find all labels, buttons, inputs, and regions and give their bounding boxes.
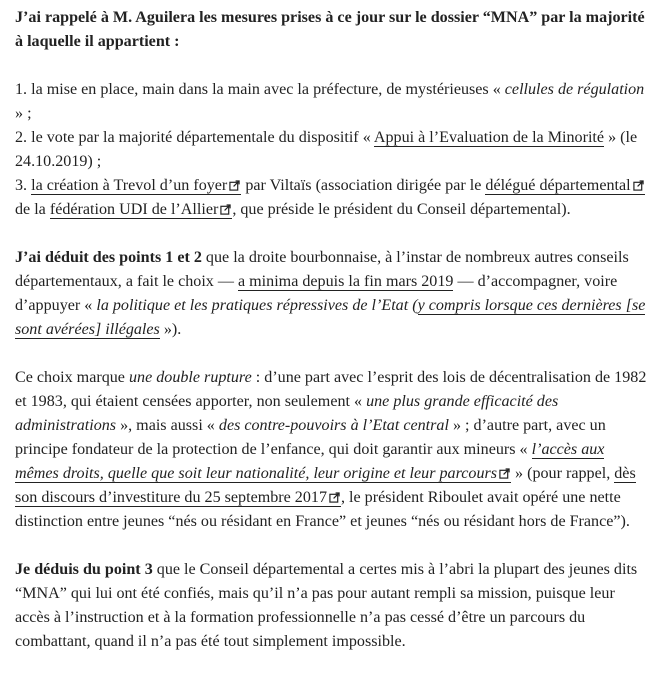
paragraph-intro [15,6,647,54]
item3-text-b: par Viltaïs (association dirigée par le [241,177,486,194]
external-link-icon [633,180,644,191]
link-delegue-departemental[interactable] [485,177,644,195]
p2-text-b: — d’accompagner, voire d’appuyer « [15,273,618,314]
external-link-icon [329,492,340,503]
link-federation-label: fédération UDI de l’Allier [49,201,219,218]
list-item-3 [15,177,645,219]
link-federation-udi-allier[interactable] [50,201,232,219]
link-fin-mars-2019[interactable]: a minima depuis la fin mars 2019 [238,273,454,290]
item3-text-a: 3. [15,177,32,194]
item2-text-a: 2. le vote par la majorité départementale du dispositif « [15,129,374,146]
link-creation-foyer-trevol[interactable] [31,177,241,195]
p2-quote [15,297,645,339]
p3-text-e: » (pour rappel, [511,465,615,482]
link-creation-foyer-label: la création à Trevol d’un foyer [31,177,228,194]
p3-em-contre-pouvoirs: des contre-pouvoirs à l’Etat central [218,417,449,434]
item1-text-c: » ; [15,105,32,122]
external-link-icon [220,204,231,215]
measures-list [15,78,647,222]
link-acces-label: l’accès aux mêmes droits, quelle que soit leur nationalité, leur origine et leur parcours [15,441,605,482]
item2-text-c: » (le 24.10.2019) ; [15,129,638,170]
p4-text-a: que le Conseil départemental a certes mis à l’abri la plupart des jeunes dits “MNA” qui lui ont été confiés, mais qu’il n’a pas pour autant rempli sa mission, puisque leur accès à l’instruction et à la formation professionnelle n’a pas cessé d’être un parcours du combattant, quand il n’a pas été tout simplement impossible. [15,561,638,650]
p3-em-efficacite: une plus grande efficacité des administrations [15,393,559,434]
link-discours-label: dès son discours d’investiture du 25 septembre 2017 [15,465,636,506]
p3-text-c: », mais aussi « [116,417,219,434]
p2-lead [15,249,202,266]
p2-text-c: »). [159,321,182,338]
item3-text-d: , que préside le président du Conseil départemental). [232,201,571,218]
paragraph-deduction-3 [15,558,647,654]
paragraph-deduction-1-2 [15,246,647,342]
p4-lead-3: 3 [144,561,153,578]
p2-lead-et: et [173,249,194,266]
item1-emphasis: cellules de régulation [504,81,645,98]
p3-text-a: Ce choix marque [15,369,129,386]
item3-text-c: de la [15,201,50,218]
p2-text-a: que la droite bourbonnaise, à l’instar de nombreux autres conseils départementaux, a fait le choix — [15,249,629,290]
list-item-2 [15,129,637,170]
p3-text-d: » ; d’autre part, avec un principe fondateur de la protection de l’enfance, qui doit garantir aux mineurs « [15,417,606,458]
link-appui-evaluation-minorite[interactable]: Appui à l’Evaluation de la Minorité [373,129,605,146]
p3-text-f: , le président Riboulet avait opéré une nette distinction entre jeunes “nés ou résidant en France” et jeunes “nés ou résidant hors de France”). [15,489,630,530]
paragraph-double-rupture [15,366,647,534]
p2-lead-2: 2 [193,249,202,266]
external-link-icon [229,180,240,191]
external-link-icon [499,468,510,479]
p2-lead-a: J’ai déduit des points [15,249,166,266]
p2-quote-a: la politique et les pratiques répressives de l’Etat ( [96,297,418,314]
intro-text: J’ai rappelé à M. Aguilera les mesures prises à ce jour sur le dossier “MNA” par la majorité à laquelle il appartient : [15,9,645,50]
item1-text-a: 1. la mise en place, main dans la main avec la préfecture, de mystérieuses « [15,81,505,98]
p3-em-double-rupture: une double rupture [128,369,252,386]
link-delegue-label: délégué départemental [485,177,631,194]
p4-lead-text: Je déduis du point [15,561,145,578]
list-item-1 [15,81,644,122]
link-pratiques-illegales[interactable]: y compris lorsque ces dernières [se sont avérées] illégales [15,297,646,338]
p2-lead-1: 1 [165,249,174,266]
p4-lead [15,561,153,578]
p3-text-b: : d’une part avec l’esprit des lois de décentralisation de 1982 et 1983, qui étaient censées apporter, non seulement « [15,369,647,410]
